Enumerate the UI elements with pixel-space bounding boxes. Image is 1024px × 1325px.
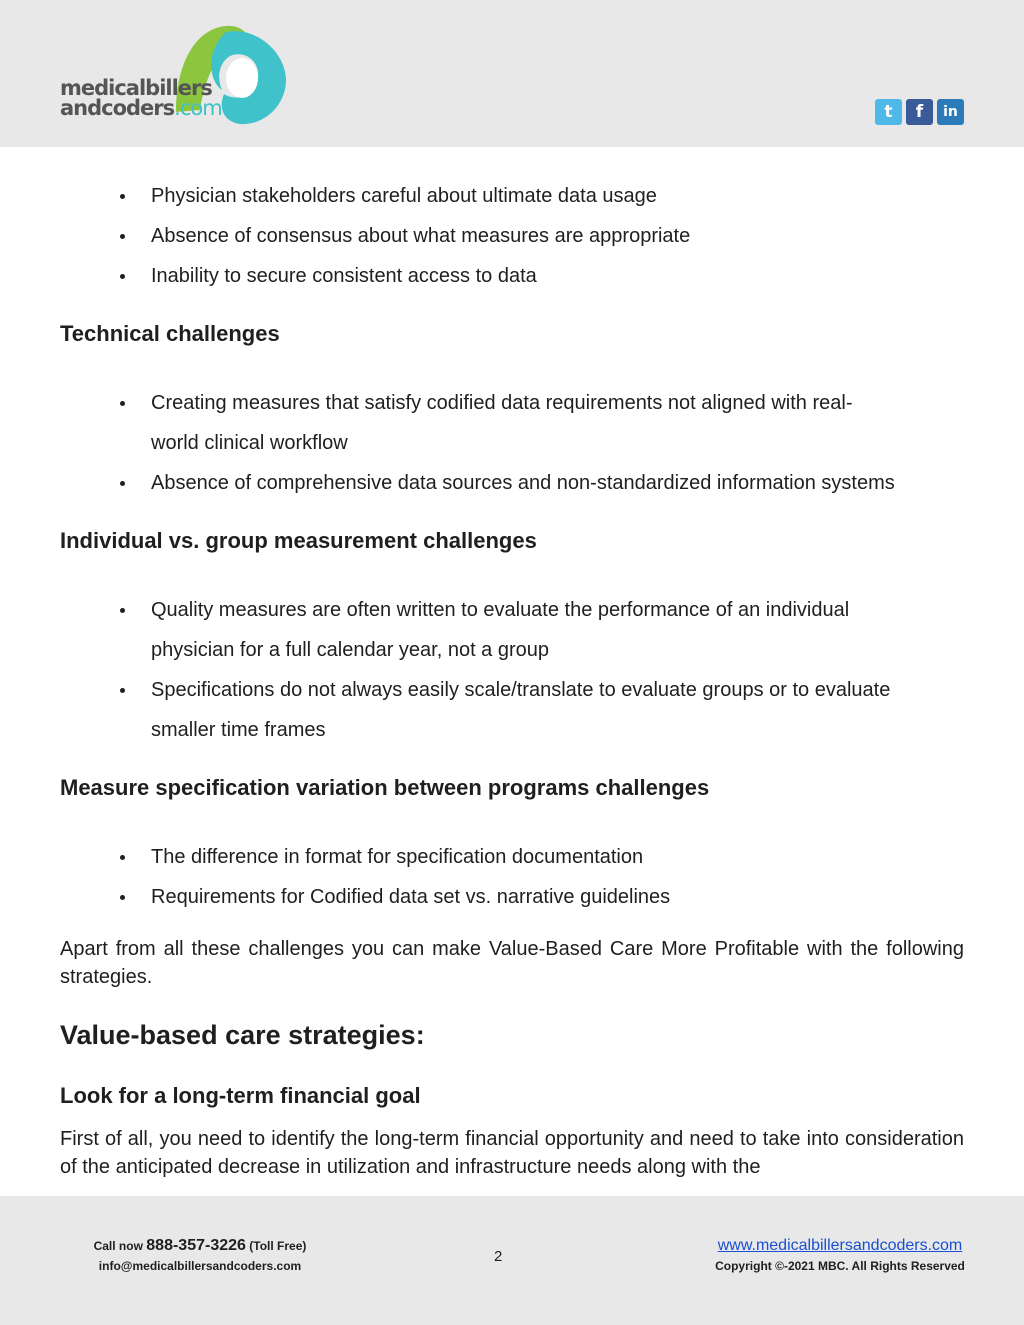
list-item: Absence of comprehensive data sources and non-standardized information systems <box>60 463 964 503</box>
intro-bullet-list <box>60 176 964 296</box>
page-header <box>0 0 1024 147</box>
toll-free-label: (Toll Free) <box>249 1239 307 1253</box>
logo-wordmark <box>60 78 222 118</box>
measure-variation-heading: Measure specification variation between programs challenges <box>60 775 710 800</box>
footer-site-info <box>700 1236 980 1276</box>
variation-bullet-list <box>60 837 964 917</box>
facebook-icon[interactable]: f <box>906 99 933 125</box>
list-item-continuation: smaller time frames <box>151 719 326 741</box>
challenges-summary-paragraph: Apart from all these challenges you can make Value-Based Care More Profitable with the following strategies. <box>60 938 964 988</box>
logo-line-1: medicalbillers <box>60 76 212 100</box>
list-item: Specifications do not always easily scale/translate to evaluate groups or to evaluate <box>60 670 964 710</box>
list-item: Requirements for Codified data set vs. narrative guidelines <box>60 877 964 917</box>
page-number: 2 <box>494 1248 503 1265</box>
list-item: Inability to secure consistent access to data <box>60 256 964 296</box>
twitter-icon[interactable]: t <box>875 99 902 125</box>
footer-contact <box>80 1236 320 1276</box>
logo-line-2: andcoders <box>60 96 175 120</box>
technical-bullet-list <box>60 383 964 503</box>
call-label: Call now <box>93 1239 143 1253</box>
social-links <box>875 99 964 125</box>
individual-group-heading: Individual vs. group measurement challenges <box>60 528 537 553</box>
individual-bullet-list <box>60 590 964 750</box>
list-item: The difference in format for specification documentation <box>60 837 964 877</box>
strategies-heading: Value-based care strategies: <box>60 1020 425 1050</box>
financial-goal-heading: Look for a long-term financial goal <box>60 1083 421 1108</box>
list-item-continuation: world clinical workflow <box>151 432 348 454</box>
copyright-notice: Copyright ©-2021 MBC. All Rights Reserved <box>715 1259 965 1273</box>
list-item: Creating measures that satisfy codified data requirements not aligned with real- <box>60 383 964 423</box>
list-item: Absence of consensus about what measures are appropriate <box>60 216 964 256</box>
list-item-continuation: physician for a full calendar year, not a group <box>151 639 550 661</box>
linkedin-icon[interactable]: in <box>937 99 964 125</box>
financial-goal-paragraph: First of all, you need to identify the long-term financial opportunity and need to take into consideration of the anticipated decrease in utilization and infrastructure needs along with the <box>60 1128 964 1178</box>
technical-challenges-heading: Technical challenges <box>60 321 280 346</box>
document-body <box>60 176 964 1181</box>
list-item: Physician stakeholders careful about ultimate data usage <box>60 176 964 216</box>
website-link[interactable]: www.medicalbillersandcoders.com <box>717 1237 963 1254</box>
email-address[interactable]: info@medicalbillersandcoders.com <box>98 1259 302 1273</box>
list-item: Quality measures are often written to evaluate the performance of an individual <box>60 590 964 630</box>
page-footer <box>0 1196 1024 1325</box>
phone-number[interactable]: 888-357-3226 <box>146 1237 246 1254</box>
logo-suffix: .com <box>174 96 222 120</box>
company-logo[interactable] <box>58 20 298 132</box>
